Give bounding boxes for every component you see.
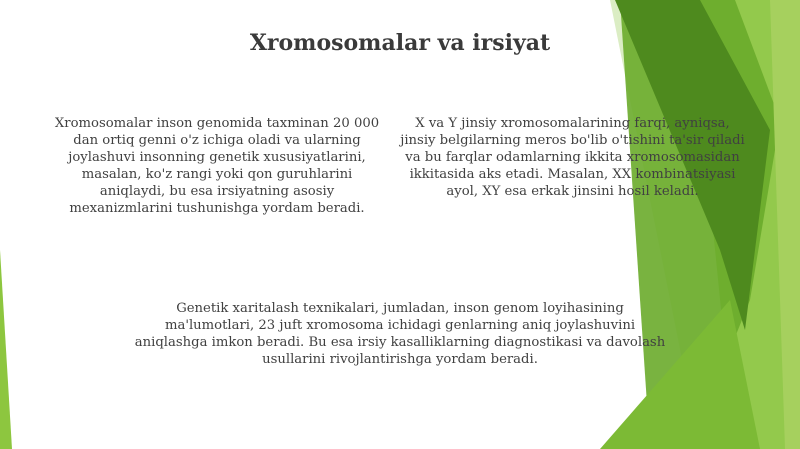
paragraph-bottom: Genetik xaritalash texnikalari, jumladan, inson genom loyihasining ma'lumotlari, 23 juft xromosoma ichidagi genlarning aniq joylashuvini aniqlashga imkon beradi. Bu esa irsiy kasalliklarning diagnostikasi va davolash usullarini rivojlantirishga yordam beradi. <box>134 301 666 367</box>
left-edge-stripe <box>0 250 12 449</box>
paragraph-right: X va Y jinsiy xromosomalarining farqi, ayniqsa, jinsiy belgilarning meros bo'lib o'tishini ta'sir qiladi va bu farqlar odamlarning ikkita xromosomasidan ikkitasida aks etadi. Masalan, XX kombinatsiyasi ayol, XY esa erkak jinsini hosil keladi. <box>400 116 745 199</box>
slide-title: Xromosomalar va irsiyat <box>249 30 551 56</box>
paragraph-left: Xromosomalar inson genomida taxminan 20 000 dan ortiq genni o'z ichiga oladi va ularning joylashuvi insonning genetik xususiyatlarini, masalan, ko'z rangi yoki qon guruhlarini aniqlaydi, bu esa irsiyatning asosiy mexanizmlarini tushunishga yordam beradi. <box>54 116 380 216</box>
